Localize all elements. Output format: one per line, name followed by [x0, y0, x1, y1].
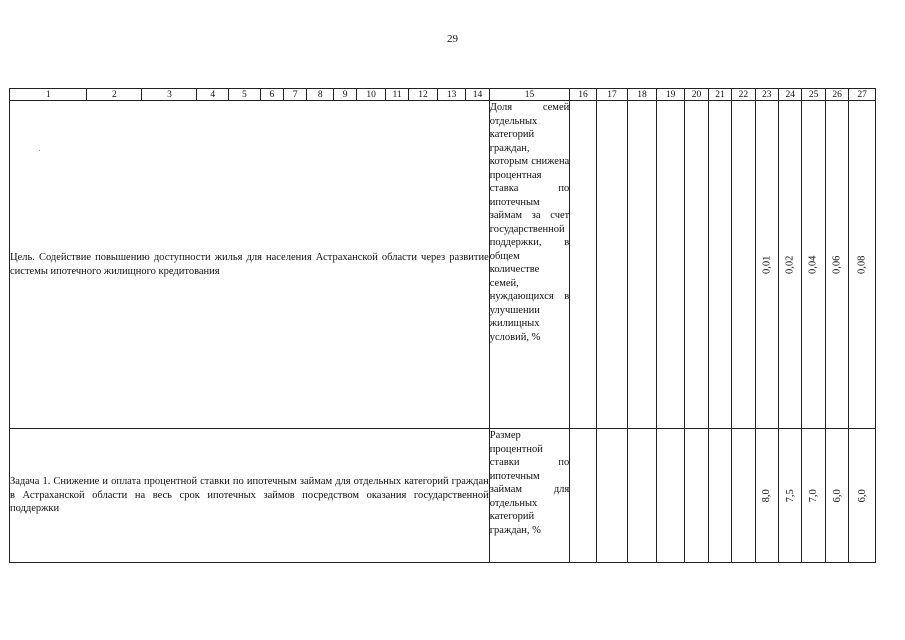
column-header: 22	[732, 89, 755, 101]
empty-cell	[570, 101, 596, 429]
empty-cell	[596, 429, 628, 563]
empty-cell	[570, 429, 596, 563]
empty-cell	[708, 429, 731, 563]
indicator-cell: Размер процентной ставки по ипотечным займам для отдельных категорий граждан, %	[489, 429, 569, 563]
column-header: 2	[87, 89, 142, 101]
header-row	[10, 89, 876, 101]
empty-cell	[732, 429, 755, 563]
column-header: 16	[570, 89, 596, 101]
column-header: 8	[307, 89, 333, 101]
column-header: 4	[197, 89, 229, 101]
value-text: 0,04	[807, 255, 819, 274]
column-header: 9	[333, 89, 356, 101]
indicator-cell: Доля семей отдельных категорий граждан, которым снижена процентная ставка по ипотечным займам за счет государственной поддержки, в общем количестве семей, нуждающихся в улучшении жилищных условий, %	[489, 101, 569, 429]
value-cell	[779, 101, 802, 429]
column-header: 13	[437, 89, 466, 101]
empty-cell	[656, 101, 685, 429]
value-cell	[755, 101, 778, 429]
page-number: 29	[447, 33, 458, 45]
value-text: 0,01	[761, 255, 773, 274]
column-header: 26	[825, 89, 848, 101]
value-cell	[802, 101, 825, 429]
value-text: 0,06	[831, 255, 843, 274]
column-header: 10	[357, 89, 386, 101]
value-cell	[849, 101, 876, 429]
column-header: 19	[656, 89, 685, 101]
value-text: 0,02	[784, 255, 796, 274]
task-cell: Задача 1. Снижение и оплата процентной ставки по ипотечным займам для отдельных категорий граждан в Астраханской области на весь срок ипотечных займов посредством оказания государственной поддержки	[10, 429, 490, 563]
column-header: 5	[229, 89, 261, 101]
empty-cell	[685, 101, 708, 429]
empty-cell	[628, 101, 657, 429]
value-text: 8,0	[761, 488, 773, 503]
value-text: 6,0	[831, 488, 843, 503]
column-header: 11	[385, 89, 408, 101]
column-header: 7	[284, 89, 307, 101]
value-cell	[825, 101, 848, 429]
column-header: 27	[849, 89, 876, 101]
empty-cell	[685, 429, 708, 563]
column-header: 23	[755, 89, 778, 101]
column-header: 15	[489, 89, 569, 101]
column-header: 24	[779, 89, 802, 101]
value-cell	[779, 429, 802, 563]
column-header: 21	[708, 89, 731, 101]
column-header: 12	[409, 89, 438, 101]
column-header: 25	[802, 89, 825, 101]
column-header: 6	[260, 89, 283, 101]
value-cell	[802, 429, 825, 563]
value-cell	[825, 429, 848, 563]
value-text: 7,0	[807, 488, 819, 503]
empty-cell	[708, 101, 731, 429]
value-cell	[755, 429, 778, 563]
column-header: 18	[628, 89, 657, 101]
value-text: 6,0	[856, 488, 868, 503]
column-header: 3	[142, 89, 197, 101]
table-row	[10, 429, 876, 563]
column-header: 14	[466, 89, 489, 101]
empty-cell	[656, 429, 685, 563]
value-text: 7,5	[784, 488, 796, 503]
goal-cell: Цель. Содействие повышению доступности жилья для населения Астраханской области через развитие системы ипотечного жилищного кредитования	[10, 101, 490, 429]
empty-cell	[732, 101, 755, 429]
column-header: 1	[10, 89, 87, 101]
empty-cell	[596, 101, 628, 429]
column-header: 17	[596, 89, 628, 101]
table-row	[10, 101, 876, 429]
empty-cell	[628, 429, 657, 563]
indicators-table	[9, 88, 876, 563]
value-cell	[849, 429, 876, 563]
column-header: 20	[685, 89, 708, 101]
value-text: 0,08	[856, 255, 868, 274]
